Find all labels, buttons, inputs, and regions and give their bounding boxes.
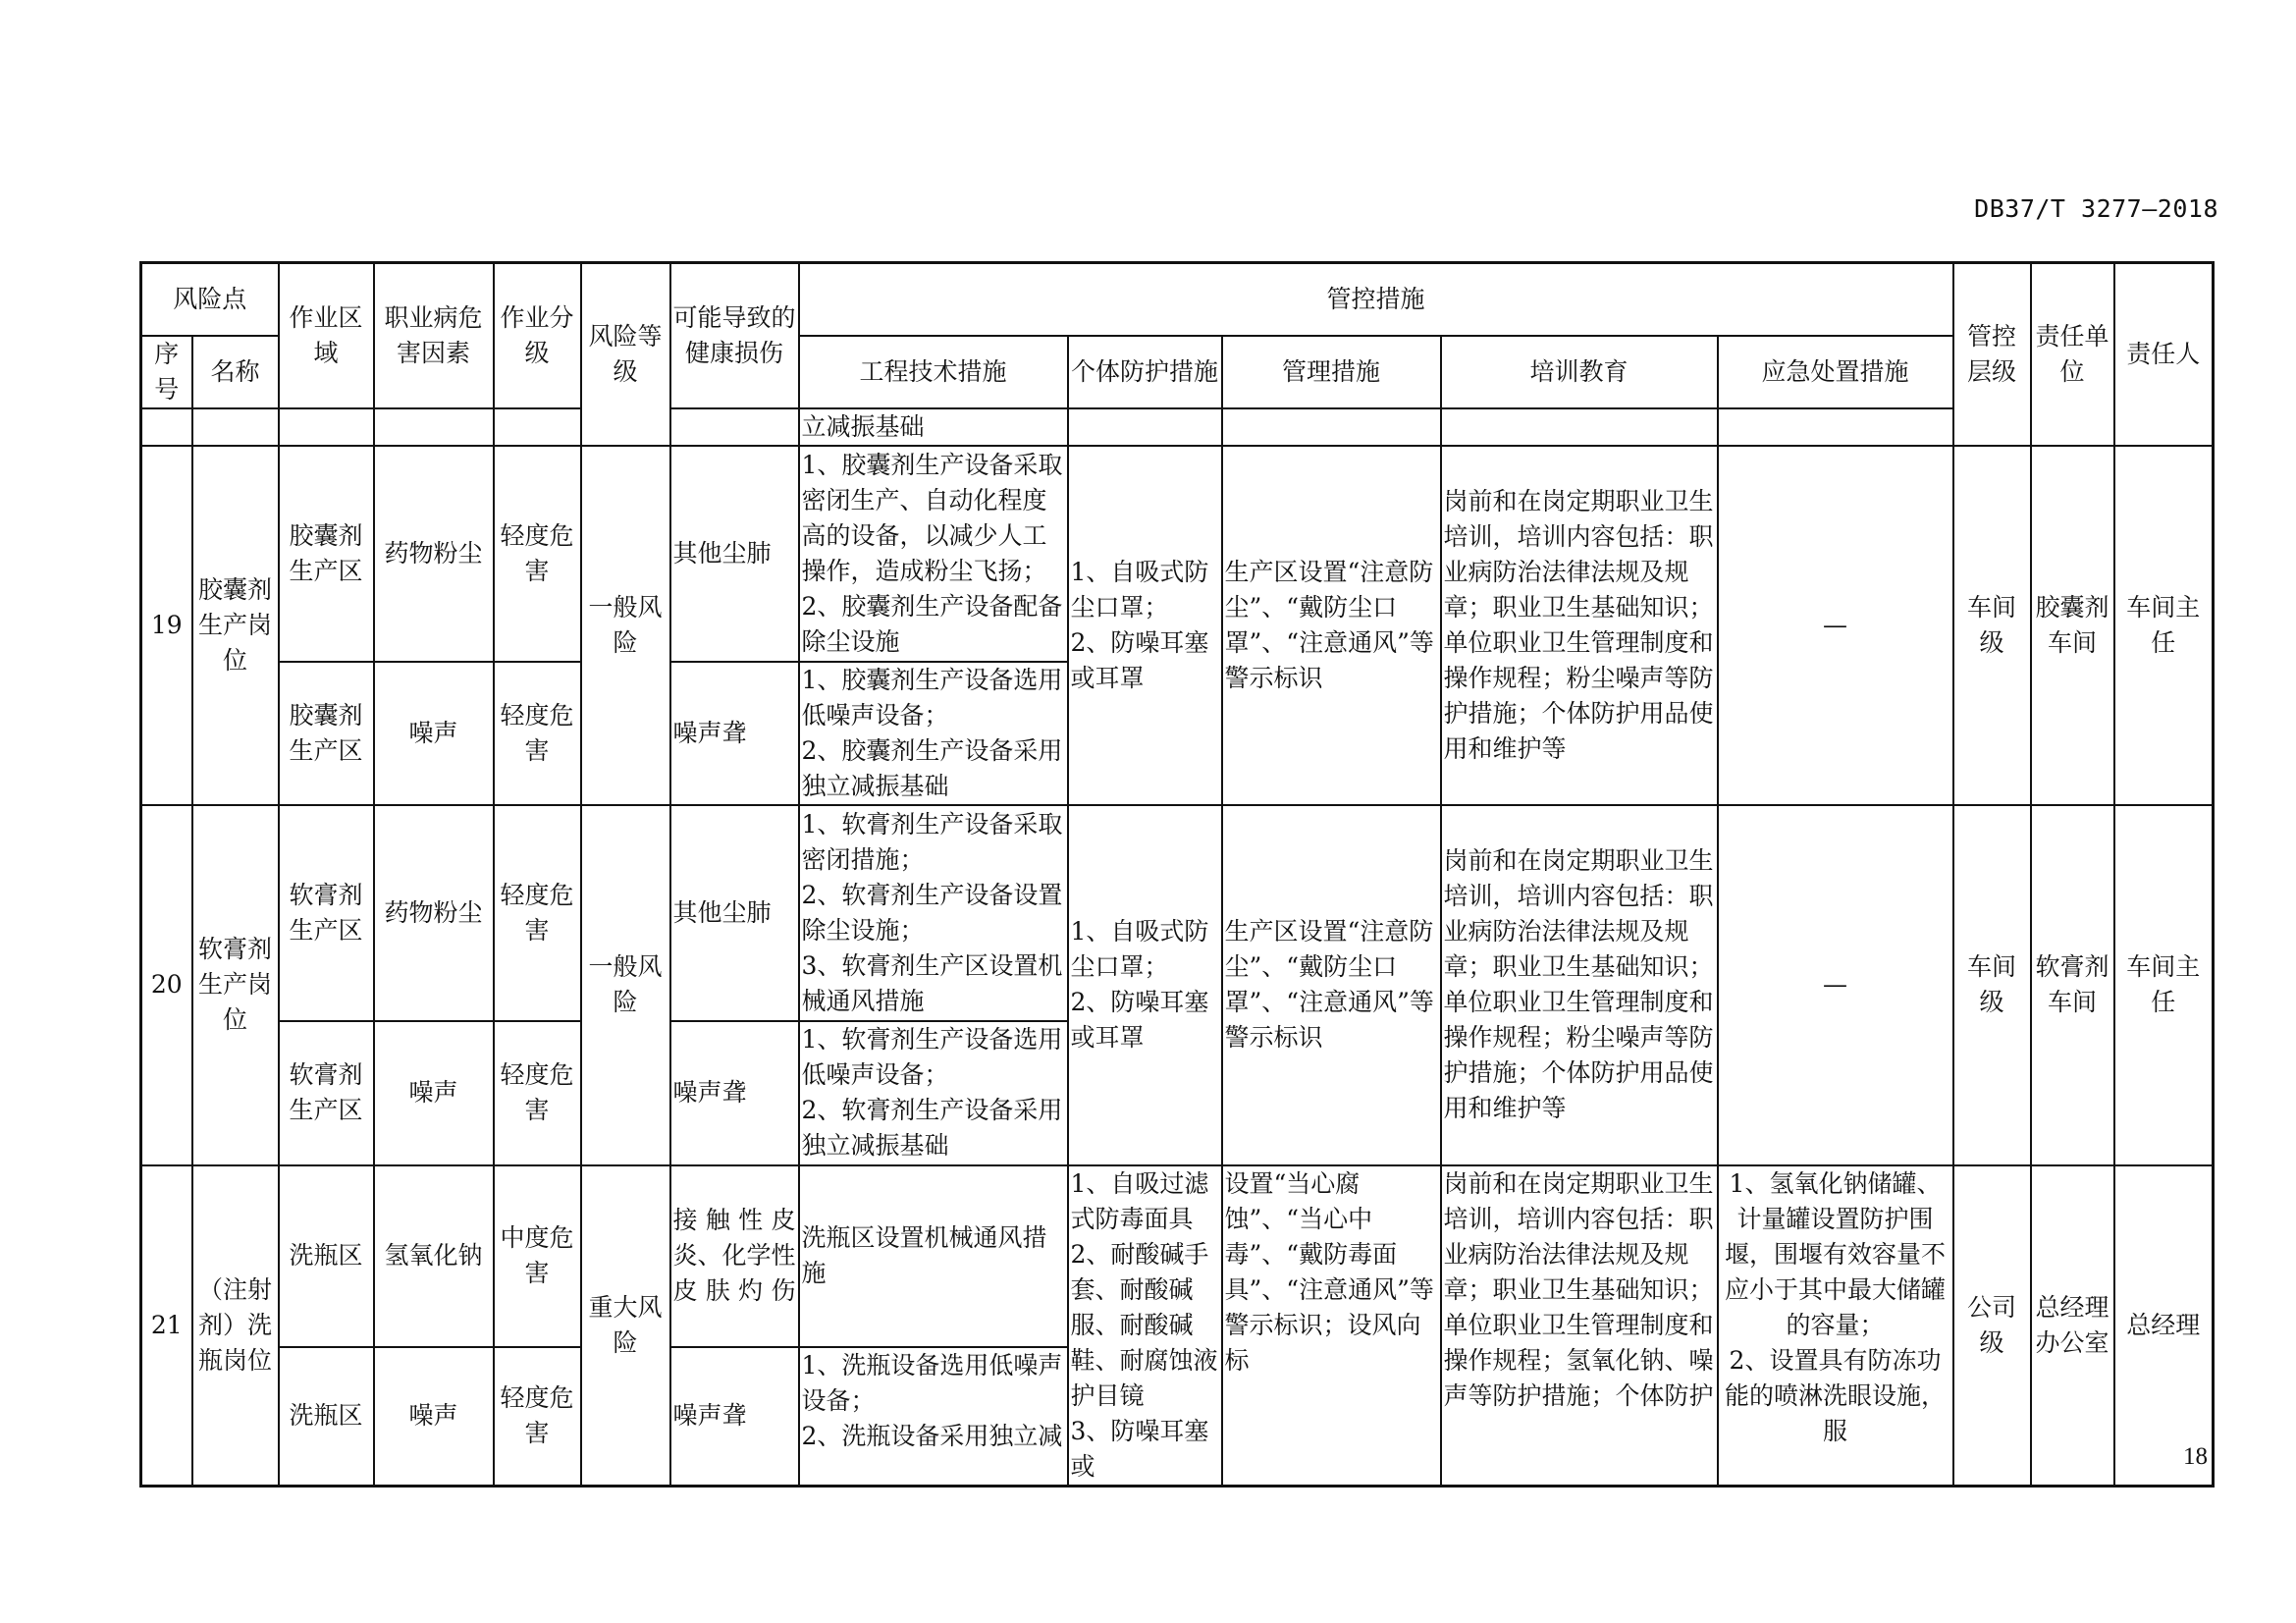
carryover-empty: [1718, 408, 1953, 446]
row-work-grade: 轻度危害: [494, 805, 581, 1021]
row-emergency: —: [1718, 805, 1953, 1165]
row-responsible-unit: 总经理办公室: [2031, 1165, 2114, 1487]
row-emergency: 1、氢氧化钠储罐、计量罐设置防护围堰，围堰有效容量不应小于其中最大储罐的容量； 2、设置具有防冻功能的喷淋洗眼设施，服: [1718, 1165, 1953, 1487]
row-ppe: 1、自吸式防尘口罩； 2、防噪耳塞或耳罩: [1068, 446, 1222, 805]
row-name: （注射剂）洗瓶岗位: [192, 1165, 279, 1487]
row-management: 设置“当心腐蚀”、“当心中毒”、“戴防毒面具”、“注意通风”等警示标识；设风向标: [1222, 1165, 1441, 1487]
row-responsible-unit: 软膏剂车间: [2031, 805, 2114, 1165]
carryover-empty: [1068, 408, 1222, 446]
row-work-area: 胶囊剂生产区: [279, 662, 374, 805]
row-work-grade: 轻度危害: [494, 1347, 581, 1486]
row-hazard: 药物粉尘: [374, 446, 494, 662]
row-hazard: 噪声: [374, 1347, 494, 1486]
risk-control-table: [139, 261, 2215, 1488]
row-work-grade: 中度危害: [494, 1165, 581, 1347]
header-seq: 序号: [141, 336, 192, 408]
row-health-damage: 噪声聋: [670, 1021, 799, 1165]
row-responsible-person: 车间主任: [2114, 446, 2214, 805]
document-number: DB37/T 3277—2018: [1974, 194, 2218, 223]
row-health-damage: 噪声聋: [670, 662, 799, 805]
carryover-empty: [1222, 408, 1441, 446]
row-seq: 21: [141, 1165, 192, 1487]
row-risk-level: 一般风险: [581, 805, 670, 1165]
row-responsible-person: 总经理: [2114, 1165, 2214, 1487]
row-management: 生产区设置“注意防尘”、“戴防尘口罩”、“注意通风”等警示标识: [1222, 805, 1441, 1165]
row-engineering: 洗瓶区设置机械通风措施: [799, 1165, 1068, 1347]
header-responsible-unit: 责任单位: [2031, 263, 2114, 446]
row-hazard: 噪声: [374, 1021, 494, 1165]
carryover-empty: [494, 408, 581, 446]
row-engineering: 1、软膏剂生产设备采取密闭措施； 2、软膏剂生产设备设置除尘设施； 3、软膏剂生产区设置机械通风措施: [799, 805, 1068, 1021]
row-management: 生产区设置“注意防尘”、“戴防尘口罩”、“注意通风”等警示标识: [1222, 446, 1441, 805]
header-ppe: 个体防护措施: [1068, 336, 1222, 408]
carryover-empty: [141, 408, 192, 446]
row-hazard: 氢氧化钠: [374, 1165, 494, 1347]
row-ppe: 1、自吸过滤式防毒面具 2、耐酸碱手套、耐酸碱服、耐酸碱鞋、耐腐蚀液护目镜 3、防噪耳塞或: [1068, 1165, 1222, 1487]
row-health-damage: 接触性皮炎、化学性皮肤灼伤: [670, 1165, 799, 1347]
header-health-damage: 可能导致的健康损伤: [670, 263, 799, 408]
table-row: [141, 1165, 2214, 1347]
header-work-area: 作业区域: [279, 263, 374, 408]
row-work-area: 软膏剂生产区: [279, 1021, 374, 1165]
carryover-empty: [192, 408, 279, 446]
carryover-engineering: 立减振基础: [799, 408, 1068, 446]
header-risk-level: 风险等级: [581, 263, 670, 446]
header-training: 培训教育: [1441, 336, 1718, 408]
row-work-grade: 轻度危害: [494, 662, 581, 805]
row-engineering: 1、胶囊剂生产设备选用低噪声设备； 2、胶囊剂生产设备采用独立减振基础: [799, 662, 1068, 805]
row-work-area: 洗瓶区: [279, 1347, 374, 1486]
page-number: 18: [2183, 1443, 2208, 1470]
row-training: 岗前和在岗定期职业卫生培训，培训内容包括：职业病防治法律法规及规章；职业卫生基础知识；单位职业卫生管理制度和操作规程；粉尘噪声等防护措施；个体防护用品使用和维护等: [1441, 446, 1718, 805]
row-training: 岗前和在岗定期职业卫生培训，培训内容包括：职业病防治法律法规及规章；职业卫生基础知识；单位职业卫生管理制度和操作规程；氢氧化钠、噪声等防护措施；个体防护: [1441, 1165, 1718, 1487]
header-management: 管理措施: [1222, 336, 1441, 408]
row-control-level: 车间级: [1953, 805, 2031, 1165]
carryover-empty: [279, 408, 374, 446]
header-engineering: 工程技术措施: [799, 336, 1068, 408]
row-health-damage: 其他尘肺: [670, 805, 799, 1021]
row-control-level: 车间级: [1953, 446, 2031, 805]
row-ppe: 1、自吸式防尘口罩； 2、防噪耳塞或耳罩: [1068, 805, 1222, 1165]
row-work-area: 胶囊剂生产区: [279, 446, 374, 662]
row-work-area: 软膏剂生产区: [279, 805, 374, 1021]
row-health-damage: 其他尘肺: [670, 446, 799, 662]
table-row: [141, 446, 2214, 662]
row-seq: 19: [141, 446, 192, 805]
row-responsible-person: 车间主任: [2114, 805, 2214, 1165]
header-risk-point: 风险点: [141, 263, 279, 336]
row-training: 岗前和在岗定期职业卫生培训，培训内容包括：职业病防治法律法规及规章；职业卫生基础知识；单位职业卫生管理制度和操作规程；粉尘噪声等防护措施；个体防护用品使用和维护等: [1441, 805, 1718, 1165]
row-work-grade: 轻度危害: [494, 446, 581, 662]
row-hazard: 噪声: [374, 662, 494, 805]
row-engineering: 1、洗瓶设备选用低噪声设备； 2、洗瓶设备采用独立减: [799, 1347, 1068, 1486]
row-health-damage: 噪声聋: [670, 1347, 799, 1486]
header-emergency: 应急处置措施: [1718, 336, 1953, 408]
row-work-area: 洗瓶区: [279, 1165, 374, 1347]
carryover-empty: [374, 408, 494, 446]
header-responsible-person: 责任人: [2114, 263, 2214, 446]
header-hazard: 职业病危害因素: [374, 263, 494, 408]
table-row: [141, 805, 2214, 1021]
row-risk-level: 重大风险: [581, 1165, 670, 1487]
row-name: 软膏剂生产岗位: [192, 805, 279, 1165]
row-responsible-unit: 胶囊剂车间: [2031, 446, 2114, 805]
row-control-level: 公司级: [1953, 1165, 2031, 1487]
row-seq: 20: [141, 805, 192, 1165]
row-engineering: 1、胶囊剂生产设备采取密闭生产、自动化程度高的设备，以减少人工操作，造成粉尘飞扬； 2、胶囊剂生产设备配备除尘设施: [799, 446, 1068, 662]
row-work-grade: 轻度危害: [494, 1021, 581, 1165]
row-engineering: 1、软膏剂生产设备选用低噪声设备； 2、软膏剂生产设备采用独立减振基础: [799, 1021, 1068, 1165]
header-control-measures: 管控措施: [799, 263, 1953, 336]
carryover-empty: [670, 408, 799, 446]
row-hazard: 药物粉尘: [374, 805, 494, 1021]
row-emergency: —: [1718, 446, 1953, 805]
header-name: 名称: [192, 336, 279, 408]
carryover-empty: [1441, 408, 1718, 446]
row-name: 胶囊剂生产岗位: [192, 446, 279, 805]
header-control-level: 管控层级: [1953, 263, 2031, 446]
row-risk-level: 一般风险: [581, 446, 670, 805]
header-work-grade: 作业分级: [494, 263, 581, 408]
